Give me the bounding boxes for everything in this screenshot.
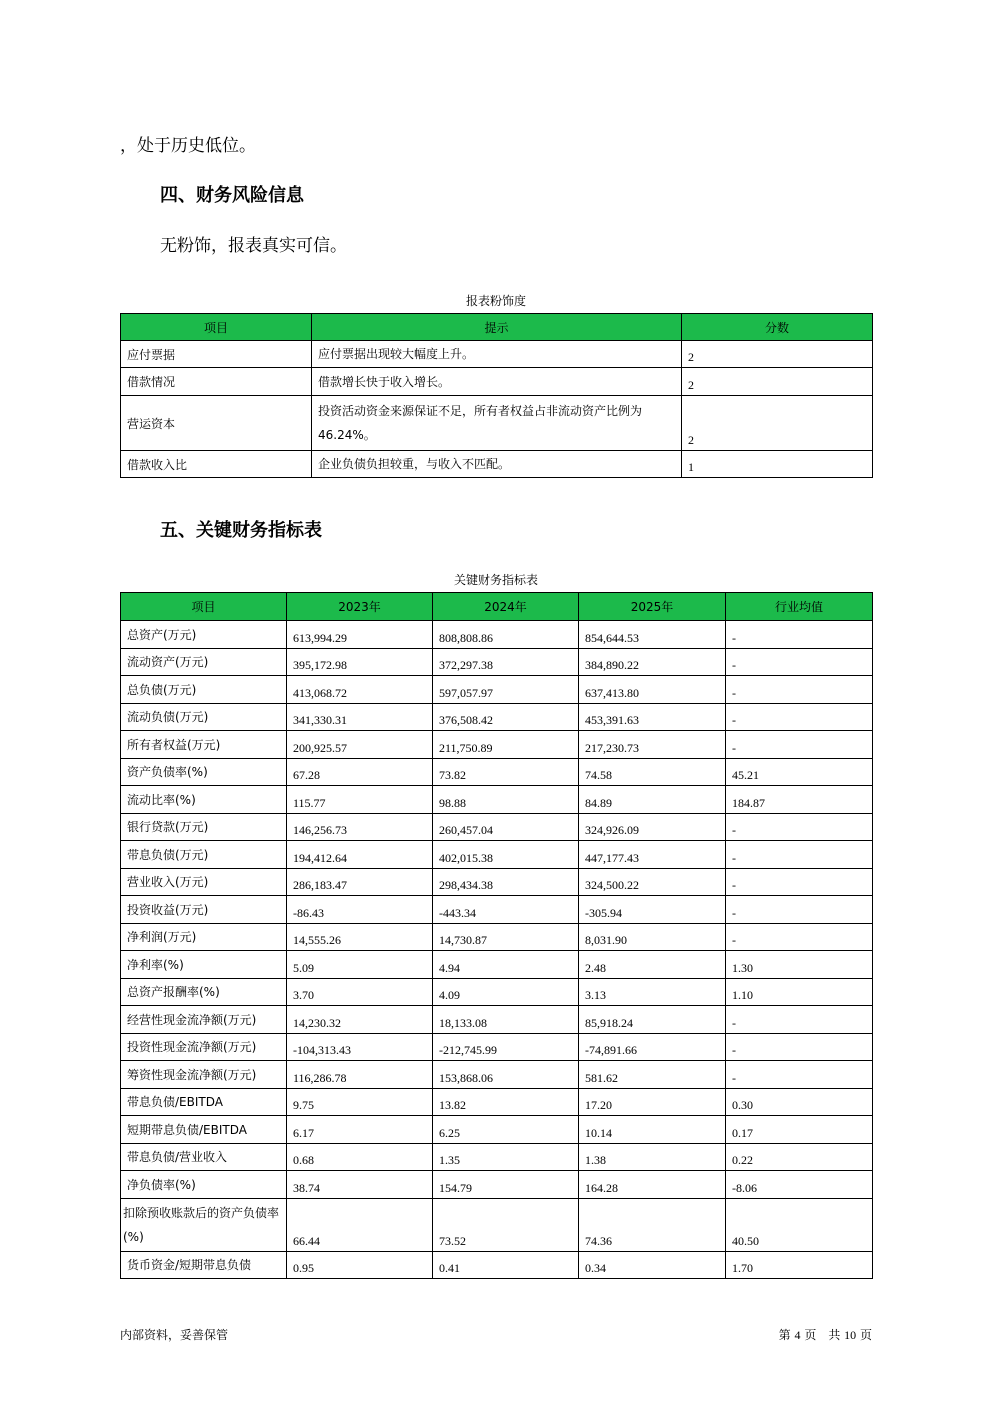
indicator-industry-cell: - [726, 841, 873, 869]
indicator-2024-cell: 0.41 [433, 1251, 579, 1279]
indicator-2025-cell: 637,413.80 [579, 676, 726, 704]
indicator-table-row [121, 648, 873, 676]
indicator-2023-cell: 116,286.78 [287, 1061, 433, 1089]
indicator-industry-cell: - [726, 703, 873, 731]
indicator-table-row [121, 1251, 873, 1279]
indicator-2024-cell: 1.35 [433, 1143, 579, 1171]
risk-item-cell: 借款情况 [121, 368, 312, 396]
indicator-table-header [121, 593, 873, 621]
section4-paragraph: 无粉饰，报表真实可信。 [160, 236, 347, 256]
footer-page-current: 4 [794, 1328, 801, 1342]
indicator-2025-cell: 324,500.22 [579, 868, 726, 896]
risk-score-cell: 2 [682, 368, 873, 396]
indicator-table [120, 592, 873, 1279]
indicator-2023-cell: 0.68 [287, 1143, 433, 1171]
indicator-2025-cell: 8,031.90 [579, 923, 726, 951]
indicator-2024-cell: 260,457.04 [433, 813, 579, 841]
indicator-2023-cell: 67.28 [287, 758, 433, 786]
indicator-table-row [121, 868, 873, 896]
indicator-industry-cell: - [726, 1033, 873, 1061]
indicator-2024-cell: 372,297.38 [433, 648, 579, 676]
risk-table-row [121, 451, 873, 478]
indicator-table-row [121, 786, 873, 814]
indicator-table-row [121, 621, 873, 649]
indicator-item-cell: 净负债率(%) [121, 1171, 287, 1199]
indicator-2024-cell: -212,745.99 [433, 1033, 579, 1061]
indicator-item-cell: 投资性现金流净额(万元) [121, 1033, 287, 1061]
indicator-2025-cell: 164.28 [579, 1171, 726, 1199]
indicator-item-cell: 总资产报酬率(%) [121, 978, 287, 1006]
indicator-industry-cell: 45.21 [726, 758, 873, 786]
indicator-2023-cell: 38.74 [287, 1171, 433, 1199]
indicator-table-caption: 关键财务指标表 [453, 573, 538, 587]
indicator-table-row [121, 1006, 873, 1034]
indicator-item-cell: 流动资产(万元) [121, 648, 287, 676]
indicator-2023-cell: -86.43 [287, 896, 433, 924]
indicator-table-row [121, 813, 873, 841]
indicator-2025-cell: 10.14 [579, 1116, 726, 1144]
indicator-2024-cell: 98.88 [433, 786, 579, 814]
indicator-2023-cell: 395,172.98 [287, 648, 433, 676]
risk-table-row [121, 396, 873, 451]
indicator-table-row [121, 758, 873, 786]
indicator-2024-cell: 4.09 [433, 978, 579, 1006]
risk-table-header [121, 314, 873, 341]
indicator-header-industry: 行业均值 [726, 593, 873, 621]
footer-page-number [779, 1326, 872, 1343]
indicator-2025-cell: -74,891.66 [579, 1033, 726, 1061]
indicator-industry-cell: - [726, 1061, 873, 1089]
indicator-industry-cell: - [726, 648, 873, 676]
indicator-2025-cell: 3.13 [579, 978, 726, 1006]
indicator-2025-cell: 453,391.63 [579, 703, 726, 731]
indicator-2024-cell: 13.82 [433, 1088, 579, 1116]
indicator-table-row [121, 841, 873, 869]
indicator-table-row [121, 731, 873, 759]
risk-item-cell: 应付票据 [121, 341, 312, 368]
indicator-2025-cell: 324,926.09 [579, 813, 726, 841]
indicator-2023-cell: 14,555.26 [287, 923, 433, 951]
indicator-industry-cell: 40.50 [726, 1198, 873, 1251]
indicator-2025-cell: -305.94 [579, 896, 726, 924]
indicator-item-cell: 带息负债(万元) [121, 841, 287, 869]
indicator-item-cell: 筹资性现金流净额(万元) [121, 1061, 287, 1089]
risk-tip-cell: 企业负债负担较重，与收入不匹配。 [312, 451, 682, 478]
indicator-2025-cell: 0.34 [579, 1251, 726, 1279]
indicator-item-cell: 流动比率(%) [121, 786, 287, 814]
indicator-2025-cell: 85,918.24 [579, 1006, 726, 1034]
indicator-2024-cell: 6.25 [433, 1116, 579, 1144]
indicator-2025-cell: 447,177.43 [579, 841, 726, 869]
risk-table-caption: 报表粉饰度 [465, 294, 526, 308]
indicator-industry-cell: - [726, 1006, 873, 1034]
indicator-2024-cell: 4.94 [433, 951, 579, 979]
footer-page-prefix: 第 [778, 1328, 791, 1342]
indicator-2025-cell: 74.58 [579, 758, 726, 786]
indicator-2024-cell: 73.52 [433, 1198, 579, 1251]
indicator-industry-cell: 0.22 [726, 1143, 873, 1171]
indicator-2023-cell: 613,994.29 [287, 621, 433, 649]
indicator-2023-cell: 146,256.73 [287, 813, 433, 841]
indicator-2025-cell: 384,890.22 [579, 648, 726, 676]
risk-header-score: 分数 [682, 314, 873, 341]
indicator-table-row [121, 1171, 873, 1199]
indicator-table-row [121, 1143, 873, 1171]
risk-score-cell: 2 [682, 396, 873, 451]
risk-table-row [121, 368, 873, 396]
indicator-2023-cell: -104,313.43 [287, 1033, 433, 1061]
indicator-2023-cell: 66.44 [287, 1198, 433, 1251]
indicator-2024-cell: 211,750.89 [433, 731, 579, 759]
risk-tip-cell: 应付票据出现较大幅度上升。 [312, 341, 682, 368]
indicator-2023-cell: 413,068.72 [287, 676, 433, 704]
risk-header-tip: 提示 [312, 314, 682, 341]
indicator-2023-cell: 5.09 [287, 951, 433, 979]
indicator-table-row [121, 1198, 873, 1251]
indicator-header-2024: 2024年 [433, 593, 579, 621]
indicator-item-cell: 所有者权益(万元) [121, 731, 287, 759]
risk-table [120, 313, 873, 478]
indicator-2024-cell: -443.34 [433, 896, 579, 924]
indicator-2025-cell: 2.48 [579, 951, 726, 979]
indicator-2024-cell: 597,057.97 [433, 676, 579, 704]
indicator-2023-cell: 0.95 [287, 1251, 433, 1279]
indicator-2023-cell: 6.17 [287, 1116, 433, 1144]
indicator-2025-cell: 1.38 [579, 1143, 726, 1171]
section4-heading: 四、财务风险信息 [160, 185, 304, 206]
indicator-2025-cell: 217,230.73 [579, 731, 726, 759]
indicator-table-row [121, 1116, 873, 1144]
indicator-item-cell: 营业收入(万元) [121, 868, 287, 896]
indicator-item-cell: 总资产(万元) [121, 621, 287, 649]
indicator-2025-cell: 17.20 [579, 1088, 726, 1116]
indicator-item-cell: 货币资金/短期带息负债 [121, 1251, 287, 1279]
risk-item-cell: 营运资本 [121, 396, 312, 451]
indicator-table-row [121, 1061, 873, 1089]
indicator-item-cell: 净利率(%) [121, 951, 287, 979]
indicator-item-cell: 投资收益(万元) [121, 896, 287, 924]
indicator-item-cell: 流动负债(万元) [121, 703, 287, 731]
indicator-2024-cell: 153,868.06 [433, 1061, 579, 1089]
indicator-industry-cell: 184.87 [726, 786, 873, 814]
indicator-2023-cell: 200,925.57 [287, 731, 433, 759]
indicator-2025-cell: 84.89 [579, 786, 726, 814]
indicator-2023-cell: 9.75 [287, 1088, 433, 1116]
indicator-industry-cell: 1.30 [726, 951, 873, 979]
indicator-table-row [121, 978, 873, 1006]
indicator-table-row [121, 951, 873, 979]
indicator-industry-cell: - [726, 896, 873, 924]
indicator-industry-cell: 0.17 [726, 1116, 873, 1144]
risk-table-row [121, 341, 873, 368]
indicator-table-row [121, 896, 873, 924]
indicator-2024-cell: 154.79 [433, 1171, 579, 1199]
indicator-industry-cell: 1.10 [726, 978, 873, 1006]
footer-page-suffix: 页 [859, 1328, 872, 1342]
indicator-item-cell: 资产负债率(%) [121, 758, 287, 786]
footer-page-total: 10 [844, 1328, 857, 1342]
risk-header-item: 项目 [121, 314, 312, 341]
indicator-item-cell: 短期带息负债/EBITDA [121, 1116, 287, 1144]
footer-page-mid: 页 共 [804, 1328, 841, 1342]
indicator-industry-cell: - [726, 621, 873, 649]
risk-tip-cell: 投资活动资金来源保证不足，所有者权益占非流动资产比例为46.24%。 [312, 396, 682, 451]
indicator-item-cell: 经营性现金流净额(万元) [121, 1006, 287, 1034]
indicator-industry-cell: 0.30 [726, 1088, 873, 1116]
indicator-2024-cell: 73.82 [433, 758, 579, 786]
risk-score-cell: 1 [682, 451, 873, 478]
intro-text: ，处于历史低位。 [120, 136, 256, 156]
indicator-2025-cell: 581.62 [579, 1061, 726, 1089]
indicator-2025-cell: 74.36 [579, 1198, 726, 1251]
indicator-industry-cell: -8.06 [726, 1171, 873, 1199]
indicator-item-cell: 带息负债/EBITDA [121, 1088, 287, 1116]
indicator-table-row [121, 676, 873, 704]
indicator-industry-cell: - [726, 923, 873, 951]
indicator-2024-cell: 808,808.86 [433, 621, 579, 649]
indicator-item-cell: 带息负债/营业收入 [121, 1143, 287, 1171]
indicator-item-cell: 扣除预收账款后的资产负债率(%) [121, 1198, 287, 1251]
indicator-table-row [121, 923, 873, 951]
indicator-2024-cell: 376,508.42 [433, 703, 579, 731]
risk-item-cell: 借款收入比 [121, 451, 312, 478]
indicator-2024-cell: 402,015.38 [433, 841, 579, 869]
indicator-item-cell: 总负债(万元) [121, 676, 287, 704]
indicator-table-row [121, 703, 873, 731]
indicator-header-item: 项目 [121, 593, 287, 621]
indicator-table-row [121, 1033, 873, 1061]
indicator-industry-cell: - [726, 813, 873, 841]
footer-confidential: 内部资料，妥善保管 [120, 1328, 229, 1342]
indicator-header-2023: 2023年 [287, 593, 433, 621]
indicator-industry-cell: - [726, 868, 873, 896]
indicator-table-row [121, 1088, 873, 1116]
indicator-2023-cell: 14,230.32 [287, 1006, 433, 1034]
risk-tip-cell: 借款增长快于收入增长。 [312, 368, 682, 396]
indicator-industry-cell: - [726, 731, 873, 759]
risk-score-cell: 2 [682, 341, 873, 368]
section5-heading: 五、关键财务指标表 [160, 520, 322, 541]
indicator-2023-cell: 115.77 [287, 786, 433, 814]
indicator-header-2025: 2025年 [579, 593, 726, 621]
indicator-2025-cell: 854,644.53 [579, 621, 726, 649]
indicator-industry-cell: - [726, 676, 873, 704]
indicator-item-cell: 银行贷款(万元) [121, 813, 287, 841]
indicator-2024-cell: 18,133.08 [433, 1006, 579, 1034]
indicator-2023-cell: 286,183.47 [287, 868, 433, 896]
indicator-2023-cell: 3.70 [287, 978, 433, 1006]
indicator-2024-cell: 14,730.87 [433, 923, 579, 951]
indicator-2024-cell: 298,434.38 [433, 868, 579, 896]
indicator-2023-cell: 341,330.31 [287, 703, 433, 731]
indicator-2023-cell: 194,412.64 [287, 841, 433, 869]
indicator-item-cell: 净利润(万元) [121, 923, 287, 951]
indicator-industry-cell: 1.70 [726, 1251, 873, 1279]
